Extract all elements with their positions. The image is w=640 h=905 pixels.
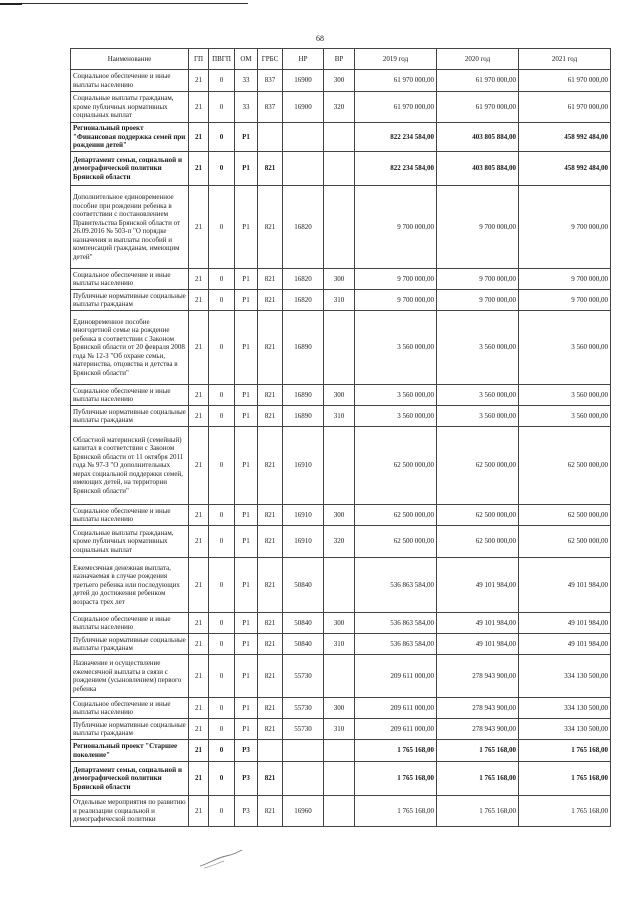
cell-om: P1: [235, 269, 258, 290]
cell-nr: 16910: [283, 505, 324, 526]
table-body: [71, 70, 611, 827]
table-row: [71, 311, 611, 385]
cell-vr: 300: [324, 70, 355, 92]
cell-name: Социальные выплаты гражданам, кроме публичных нормативных социальных выплат: [71, 526, 189, 558]
cell-vr: [324, 740, 355, 762]
cell-pvgp: 0: [209, 796, 235, 827]
cell-pvgp: 0: [209, 655, 235, 698]
cell-nr: 16820: [283, 290, 324, 311]
cell-y2021: 61 970 000,00: [519, 70, 611, 92]
table-row: [71, 505, 611, 526]
cell-y2021: 49 101 984,00: [519, 613, 611, 634]
cell-gp: 21: [189, 526, 209, 558]
cell-om: P3: [235, 796, 258, 827]
cell-y2021: 334 130 500,00: [519, 698, 611, 719]
cell-y2020: 3 560 000,00: [437, 406, 519, 427]
cell-grbs: 837: [258, 92, 283, 123]
cell-om: P1: [235, 558, 258, 613]
cell-vr: [324, 311, 355, 385]
col-header-om: ОМ: [235, 49, 258, 70]
cell-y2021: 1 765 168,00: [519, 762, 611, 796]
cell-gp: 21: [189, 152, 209, 186]
cell-y2021: 3 560 000,00: [519, 385, 611, 406]
col-header-2021: 2021 год: [519, 49, 611, 70]
cell-pvgp: 0: [209, 427, 235, 505]
cell-gp: 21: [189, 796, 209, 827]
cell-y2020: 62 500 000,00: [437, 505, 519, 526]
cell-nr: 16960: [283, 796, 324, 827]
cell-gp: 21: [189, 186, 209, 269]
cell-y2021: 334 130 500,00: [519, 719, 611, 740]
col-header-vr: ВР: [324, 49, 355, 70]
cell-y2019: 62 500 000,00: [355, 505, 437, 526]
cell-pvgp: 0: [209, 740, 235, 762]
cell-om: P1: [235, 406, 258, 427]
cell-nr: [283, 123, 324, 152]
cell-gp: 21: [189, 655, 209, 698]
table-row: [71, 698, 611, 719]
cell-y2019: 3 560 000,00: [355, 311, 437, 385]
cell-gp: 21: [189, 385, 209, 406]
cell-om: P1: [235, 655, 258, 698]
cell-grbs: 821: [258, 634, 283, 655]
cell-pvgp: 0: [209, 152, 235, 186]
cell-om: P1: [235, 186, 258, 269]
cell-name: Департамент семьи, социальной и демографической политики Брянской области: [71, 762, 189, 796]
cell-gp: 21: [189, 290, 209, 311]
cell-pvgp: 0: [209, 385, 235, 406]
cell-pvgp: 0: [209, 290, 235, 311]
cell-pvgp: 0: [209, 186, 235, 269]
cell-nr: 50840: [283, 558, 324, 613]
cell-y2019: 822 234 584,00: [355, 123, 437, 152]
cell-name: Ежемесячная денежная выплата, назначаемая в случае рождения третьего ребенка или последующих детей до достижения ребенком возраста трех лет: [71, 558, 189, 613]
cell-y2020: 403 805 884,00: [437, 123, 519, 152]
cell-grbs: 821: [258, 385, 283, 406]
cell-y2020: 49 101 984,00: [437, 634, 519, 655]
cell-pvgp: 0: [209, 634, 235, 655]
cell-pvgp: 0: [209, 269, 235, 290]
table-row: [71, 406, 611, 427]
col-header-name: Наименование: [71, 49, 189, 70]
cell-gp: 21: [189, 311, 209, 385]
table-row: [71, 655, 611, 698]
cell-pvgp: 0: [209, 526, 235, 558]
cell-y2019: 822 234 584,00: [355, 152, 437, 186]
cell-vr: [324, 558, 355, 613]
cell-y2019: 62 500 000,00: [355, 427, 437, 505]
cell-y2019: 61 970 000,00: [355, 92, 437, 123]
cell-om: P1: [235, 123, 258, 152]
cell-grbs: 821: [258, 558, 283, 613]
cell-om: 33: [235, 92, 258, 123]
cell-om: P1: [235, 427, 258, 505]
cell-y2020: 62 500 000,00: [437, 526, 519, 558]
cell-name: Назначение и осуществление ежемесячной выплаты в связи с рождением (усыновлением) первого ребенка: [71, 655, 189, 698]
cell-y2021: 49 101 984,00: [519, 558, 611, 613]
cell-grbs: 821: [258, 152, 283, 186]
cell-gp: 21: [189, 505, 209, 526]
cell-nr: 16900: [283, 92, 324, 123]
cell-y2021: 62 500 000,00: [519, 427, 611, 505]
table-row: [71, 152, 611, 186]
cell-pvgp: 0: [209, 123, 235, 152]
cell-om: P1: [235, 385, 258, 406]
cell-y2019: 1 765 168,00: [355, 796, 437, 827]
cell-gp: 21: [189, 269, 209, 290]
cell-gp: 21: [189, 698, 209, 719]
cell-y2020: 3 560 000,00: [437, 385, 519, 406]
cell-name: Социальное обеспечение и иные выплаты населению: [71, 613, 189, 634]
cell-grbs: 821: [258, 186, 283, 269]
cell-nr: [283, 762, 324, 796]
cell-gp: 21: [189, 634, 209, 655]
cell-gp: 21: [189, 719, 209, 740]
table-row: [71, 526, 611, 558]
table-row: [71, 385, 611, 406]
cell-pvgp: 0: [209, 698, 235, 719]
cell-grbs: 837: [258, 70, 283, 92]
cell-y2020: 3 560 000,00: [437, 311, 519, 385]
cell-grbs: 821: [258, 655, 283, 698]
cell-y2019: 536 863 584,00: [355, 634, 437, 655]
cell-grbs: 821: [258, 269, 283, 290]
cell-vr: 300: [324, 269, 355, 290]
cell-y2021: 458 992 484,00: [519, 152, 611, 186]
cell-om: P1: [235, 613, 258, 634]
table-row: [71, 740, 611, 762]
cell-y2020: 403 805 884,00: [437, 152, 519, 186]
cell-gp: 21: [189, 613, 209, 634]
cell-y2021: 334 130 500,00: [519, 655, 611, 698]
cell-vr: 320: [324, 92, 355, 123]
cell-om: P1: [235, 152, 258, 186]
table-row: [71, 290, 611, 311]
cell-grbs: 821: [258, 290, 283, 311]
cell-vr: [324, 123, 355, 152]
cell-y2019: 536 863 584,00: [355, 613, 437, 634]
cell-name: Региональный проект "Финансовая поддержка семей при рождении детей": [71, 123, 189, 152]
signature-mark: [198, 848, 244, 870]
cell-pvgp: 0: [209, 719, 235, 740]
col-header-gp: ГП: [189, 49, 209, 70]
cell-y2019: 1 765 168,00: [355, 762, 437, 796]
cell-name: Публичные нормативные социальные выплаты гражданам: [71, 406, 189, 427]
col-header-pvgp: ПВГП: [209, 49, 235, 70]
cell-vr: [324, 186, 355, 269]
cell-name: Социальное обеспечение и иные выплаты населению: [71, 70, 189, 92]
cell-y2020: 61 970 000,00: [437, 92, 519, 123]
cell-om: P3: [235, 740, 258, 762]
table-header-row: [71, 49, 611, 70]
cell-vr: 300: [324, 385, 355, 406]
cell-grbs: 821: [258, 698, 283, 719]
cell-y2020: 278 943 900,00: [437, 719, 519, 740]
cell-pvgp: 0: [209, 505, 235, 526]
cell-vr: 300: [324, 613, 355, 634]
cell-name: Единовременное пособие многодетной семье на рождение ребенка в соответствии с Законом Брянской области от 20 февраля 2008 года № 12-З "Об охране семьи, материнства, отцовства и детства в Брянской области": [71, 311, 189, 385]
cell-y2020: 9 700 000,00: [437, 186, 519, 269]
cell-om: 33: [235, 70, 258, 92]
cell-y2021: 49 101 984,00: [519, 634, 611, 655]
cell-grbs: 821: [258, 505, 283, 526]
cell-y2019: 209 611 000,00: [355, 698, 437, 719]
cell-y2020: 9 700 000,00: [437, 290, 519, 311]
cell-name: Региональный проект "Старшее поколение": [71, 740, 189, 762]
cell-nr: 16890: [283, 385, 324, 406]
cell-y2019: 1 765 168,00: [355, 740, 437, 762]
cell-y2019: 536 863 584,00: [355, 558, 437, 613]
cell-gp: 21: [189, 762, 209, 796]
cell-y2021: 9 700 000,00: [519, 269, 611, 290]
cell-y2021: 458 992 484,00: [519, 123, 611, 152]
cell-y2021: 61 970 000,00: [519, 92, 611, 123]
cell-pvgp: 0: [209, 70, 235, 92]
cell-y2021: 3 560 000,00: [519, 311, 611, 385]
cell-pvgp: 0: [209, 406, 235, 427]
cell-name: Публичные нормативные социальные выплаты гражданам: [71, 634, 189, 655]
cell-y2020: 62 500 000,00: [437, 427, 519, 505]
cell-om: P1: [235, 290, 258, 311]
cell-nr: 55730: [283, 698, 324, 719]
cell-om: P1: [235, 526, 258, 558]
cell-y2020: 1 765 168,00: [437, 796, 519, 827]
cell-y2021: 62 500 000,00: [519, 505, 611, 526]
cell-y2020: 49 101 984,00: [437, 613, 519, 634]
cell-y2019: 9 700 000,00: [355, 186, 437, 269]
cell-om: P1: [235, 311, 258, 385]
cell-y2021: 9 700 000,00: [519, 186, 611, 269]
table-row: [71, 123, 611, 152]
cell-gp: 21: [189, 740, 209, 762]
cell-y2019: 209 611 000,00: [355, 719, 437, 740]
cell-nr: [283, 740, 324, 762]
cell-grbs: 821: [258, 526, 283, 558]
cell-y2019: 62 500 000,00: [355, 526, 437, 558]
cell-nr: 55730: [283, 719, 324, 740]
cell-y2021: 1 765 168,00: [519, 740, 611, 762]
table-row: [71, 613, 611, 634]
table-row: [71, 269, 611, 290]
cell-vr: [324, 796, 355, 827]
cell-grbs: [258, 740, 283, 762]
cell-y2020: 49 101 984,00: [437, 558, 519, 613]
cell-vr: 310: [324, 290, 355, 311]
col-header-2019: 2019 год: [355, 49, 437, 70]
cell-om: P1: [235, 505, 258, 526]
cell-y2019: 9 700 000,00: [355, 269, 437, 290]
cell-y2020: 61 970 000,00: [437, 70, 519, 92]
table-row: [71, 427, 611, 505]
cell-grbs: 821: [258, 762, 283, 796]
cell-nr: 16910: [283, 526, 324, 558]
cell-y2019: 3 560 000,00: [355, 406, 437, 427]
col-header-grbs: ГРБС: [258, 49, 283, 70]
table-row: [71, 796, 611, 827]
cell-name: Областной материнский (семейный) капитал в соответствии с Законом Брянской области от 11 октября 2011 года № 97-З "О дополнительных мерах социальной поддержки семей, имеющих детей, на территории Брянской области": [71, 427, 189, 505]
cell-name: Социальное обеспечение и иные выплаты населению: [71, 385, 189, 406]
cell-gp: 21: [189, 558, 209, 613]
cell-nr: 16900: [283, 70, 324, 92]
header-rule-accent: [0, 3, 22, 5]
cell-grbs: 821: [258, 719, 283, 740]
cell-nr: 16890: [283, 311, 324, 385]
cell-name: Публичные нормативные социальные выплаты гражданам: [71, 719, 189, 740]
cell-nr: 16910: [283, 427, 324, 505]
cell-vr: [324, 655, 355, 698]
cell-nr: 16820: [283, 269, 324, 290]
cell-gp: 21: [189, 92, 209, 123]
cell-vr: 310: [324, 406, 355, 427]
cell-y2019: 61 970 000,00: [355, 70, 437, 92]
table-row: [71, 558, 611, 613]
cell-name: Дополнительное единовременное пособие при рождении ребенка в соответствии с постановлением Правительства Брянской области от 26.09.2016 № 503-п "О порядке назначения и выплаты пособий и компенсаций гражданам, имеющим детей": [71, 186, 189, 269]
cell-y2020: 1 765 168,00: [437, 762, 519, 796]
budget-table: [70, 48, 611, 827]
cell-name: Департамент семьи, социальной и демографической политики Брянской области: [71, 152, 189, 186]
cell-om: P1: [235, 719, 258, 740]
cell-name: Социальное обеспечение и иные выплаты населению: [71, 269, 189, 290]
table-row: [71, 92, 611, 123]
cell-nr: 55730: [283, 655, 324, 698]
cell-om: P1: [235, 634, 258, 655]
cell-grbs: 821: [258, 427, 283, 505]
cell-y2020: 9 700 000,00: [437, 269, 519, 290]
cell-y2021: 3 560 000,00: [519, 406, 611, 427]
cell-pvgp: 0: [209, 762, 235, 796]
table-row: [71, 719, 611, 740]
cell-nr: 16890: [283, 406, 324, 427]
cell-y2021: 9 700 000,00: [519, 290, 611, 311]
cell-nr: 50840: [283, 634, 324, 655]
cell-nr: 16820: [283, 186, 324, 269]
cell-y2019: 209 611 000,00: [355, 655, 437, 698]
cell-vr: 300: [324, 505, 355, 526]
cell-y2020: 278 943 900,00: [437, 698, 519, 719]
cell-vr: 300: [324, 698, 355, 719]
cell-pvgp: 0: [209, 558, 235, 613]
cell-y2019: 9 700 000,00: [355, 290, 437, 311]
cell-nr: [283, 152, 324, 186]
cell-y2020: 1 765 168,00: [437, 740, 519, 762]
cell-vr: 320: [324, 526, 355, 558]
page-number: 68: [316, 34, 324, 43]
cell-grbs: 821: [258, 406, 283, 427]
table-row: [71, 186, 611, 269]
table-row: [71, 70, 611, 92]
col-header-nr: НР: [283, 49, 324, 70]
col-header-2020: 2020 год: [437, 49, 519, 70]
cell-y2021: 62 500 000,00: [519, 526, 611, 558]
cell-gp: 21: [189, 406, 209, 427]
cell-pvgp: 0: [209, 92, 235, 123]
cell-grbs: 821: [258, 613, 283, 634]
cell-pvgp: 0: [209, 311, 235, 385]
cell-y2021: 1 765 168,00: [519, 796, 611, 827]
cell-nr: 50840: [283, 613, 324, 634]
cell-om: P1: [235, 698, 258, 719]
cell-vr: 310: [324, 634, 355, 655]
cell-name: Публичные нормативные социальные выплаты гражданам: [71, 290, 189, 311]
cell-name: Социальные выплаты гражданам, кроме публичных нормативных социальных выплат: [71, 92, 189, 123]
cell-y2020: 278 943 900,00: [437, 655, 519, 698]
cell-om: P3: [235, 762, 258, 796]
cell-vr: 310: [324, 719, 355, 740]
cell-gp: 21: [189, 70, 209, 92]
cell-pvgp: 0: [209, 613, 235, 634]
cell-name: Отдельные мероприятия по развитию и реализации социальной и демографической политики: [71, 796, 189, 827]
cell-gp: 21: [189, 123, 209, 152]
cell-vr: [324, 152, 355, 186]
cell-grbs: 821: [258, 796, 283, 827]
cell-name: Социальное обеспечение и иные выплаты населению: [71, 505, 189, 526]
cell-gp: 21: [189, 427, 209, 505]
cell-vr: [324, 427, 355, 505]
table-row: [71, 762, 611, 796]
cell-vr: [324, 762, 355, 796]
table-row: [71, 634, 611, 655]
cell-name: Социальное обеспечение и иные выплаты населению: [71, 698, 189, 719]
cell-y2019: 3 560 000,00: [355, 385, 437, 406]
cell-grbs: [258, 123, 283, 152]
header-rule: [0, 3, 248, 4]
cell-grbs: 821: [258, 311, 283, 385]
